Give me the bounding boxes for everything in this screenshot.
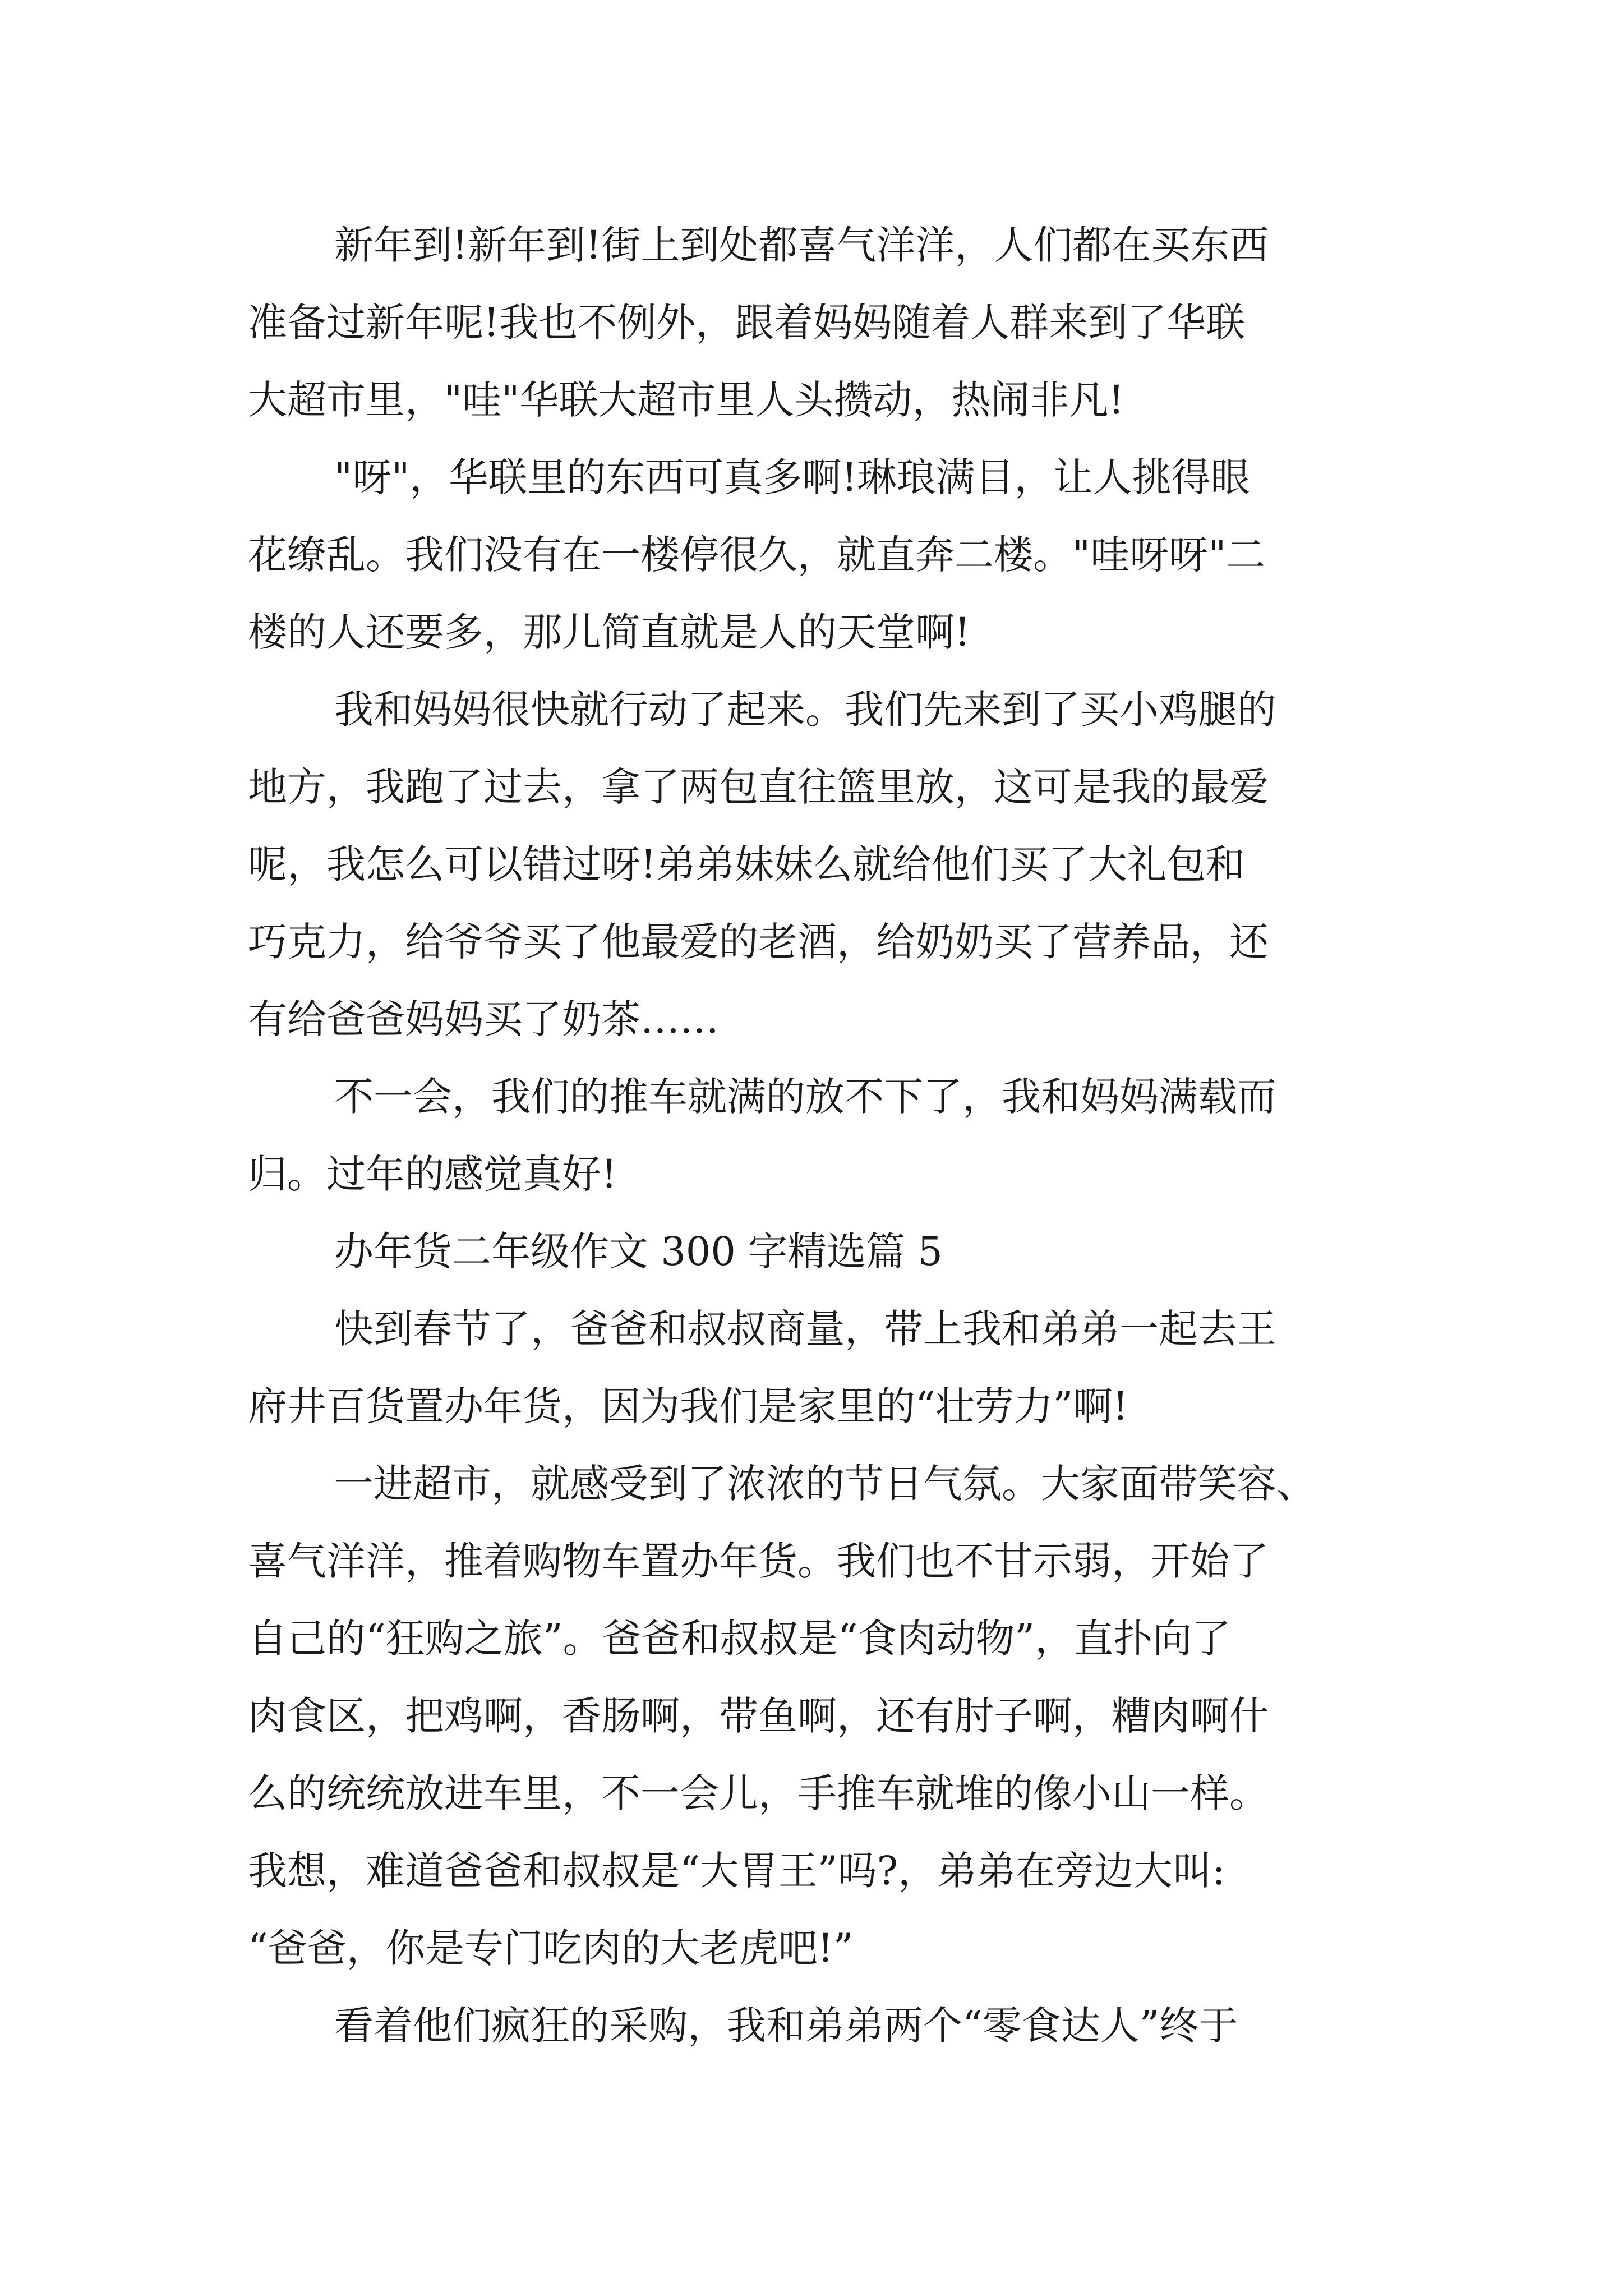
text-line: 花缭乱。我们没有在一楼停很久，就直奔二楼。"哇呀呀"二 [248, 532, 1266, 578]
text-line: 不一会，我们的推车就满的放不下了，我和妈妈满载而 [334, 1074, 1276, 1120]
text-line: 归。过年的感觉真好! [248, 1151, 617, 1197]
text-line: 府井百货置办年货，因为我们是家里的“壮劳力”啊! [248, 1383, 1128, 1429]
text-line: 准备过新年呢!我也不例外，跟着妈妈随着人群来到了华联 [248, 300, 1246, 346]
text-line: 新年到!新年到!街上到处都喜气洋洋，人们都在买东西 [334, 222, 1269, 268]
text-line: 大超市里，"哇"华联大超市里人头攒动，热闹非凡! [248, 377, 1124, 423]
text-line: 喜气洋洋，推着购物车置办年货。我们也不甘示弱，开始了 [248, 1538, 1269, 1584]
text-line: 自己的“狂购之旅”。爸爸和叔叔是“食肉动物”，直扑向了 [248, 1616, 1232, 1662]
section-heading: 办年货二年级作文 300 字精选篇 5 [334, 1228, 943, 1274]
text-line: 看着他们疯狂的采购，我和弟弟两个“零食达人”终于 [334, 2003, 1238, 2049]
text-line: 么的统统放进车里，不一会儿，手推车就堆的像小山一样。 [248, 1770, 1269, 1816]
text-line: 一进超市，就感受到了浓浓的节日气氛。大家面带笑容、 [334, 1461, 1316, 1507]
essay-text [248, 206, 1437, 2064]
text-line: 肉食区，把鸡啊，香肠啊，带鱼啊，还有肘子啊，糟肉啊什 [248, 1693, 1269, 1739]
text-line: 楼的人还要多，那儿简直就是人的天堂啊! [248, 609, 971, 655]
text-line: 地方，我跑了过去，拿了两包直往篮里放，这可是我的最爱 [248, 764, 1269, 810]
text-line: 呢，我怎么可以错过呀!弟弟妹妹么就给他们买了大礼包和 [248, 841, 1246, 887]
text-line: 我和妈妈很快就行动了起来。我们先来到了买小鸡腿的 [334, 687, 1276, 733]
text-line: 巧克力，给爷爷买了他最爱的老酒，给奶奶买了营养品，还 [248, 919, 1269, 965]
text-line: "呀"，华联里的东西可真多啊!琳琅满目，让人挑得眼 [334, 454, 1250, 500]
text-line: 我想，难道爸爸和叔叔是“大胃王”吗?，弟弟在旁边大叫: [248, 1848, 1225, 1894]
text-line: 快到春节了，爸爸和叔叔商量，带上我和弟弟一起去王 [334, 1306, 1276, 1352]
text-line: 有给爸爸妈妈买了奶茶…… [248, 996, 719, 1042]
text-line: “爸爸，你是专门吃肉的大老虎吧!” [248, 1925, 854, 1971]
